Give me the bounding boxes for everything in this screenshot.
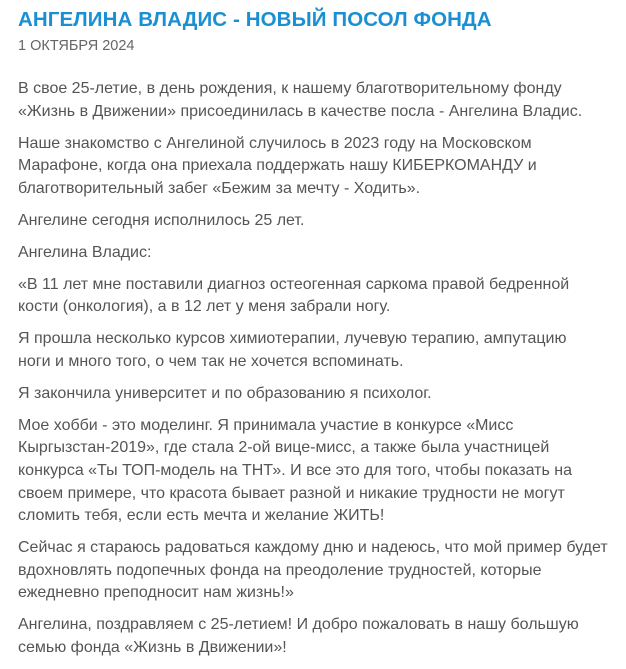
text-line: Ангелине сегодня исполнилось 25 лет. xyxy=(18,211,305,229)
text-line: своем примере, что красота бывает разной и никакие трудности не могут xyxy=(18,484,565,502)
paragraph-10 xyxy=(18,614,618,659)
text-line: «Жизнь в Движении» присоединилась в качестве посла - Ангелина Владис. xyxy=(18,102,583,120)
paragraph-6 xyxy=(18,328,618,373)
text-line: Ангелина Владис: xyxy=(18,243,152,261)
paragraph-5 xyxy=(18,274,618,319)
paragraph-9 xyxy=(18,537,618,605)
text-line: вдохновлять подопечных фонда на преодоление трудностей, которые xyxy=(18,561,542,579)
text-line: ежедневно преподносит нам жизнь!» xyxy=(18,584,294,602)
paragraph-3 xyxy=(18,210,618,233)
text-line: ноги и много того, о чем так не хочется вспоминать. xyxy=(18,352,404,370)
paragraph-1 xyxy=(18,78,618,123)
article-body xyxy=(18,78,618,660)
paragraph-4 xyxy=(18,242,618,265)
text-line: Мое хобби - это моделинг. Я принимала участие в конкурсе «Мисс xyxy=(18,416,514,434)
article-date: 1 ОКТЯБРЯ 2024 xyxy=(18,38,135,54)
text-line: Я закончила университет и по образованию я психолог. xyxy=(18,384,432,402)
text-line: кости (онкология), а в 12 лет у меня забрали ногу. xyxy=(18,298,391,316)
text-line: конкурса «Ты ТОП-модель на ТНТ». И все это для того, чтобы показать на xyxy=(18,462,572,480)
text-line: Кыргызстан-2019», где стала 2-ой вице-мисс, а также была участницей xyxy=(18,439,550,457)
paragraph-8 xyxy=(18,415,618,528)
text-line: Ангелина, поздравляем с 25-летием! И добро пожаловать в нашу большую xyxy=(18,616,579,634)
article-title: АНГЕЛИНА ВЛАДИС - НОВЫЙ ПОСОЛ ФОНДА xyxy=(18,8,492,31)
text-line: Марафоне, когда она приехала поддержать нашу КИБЕРКОМАНДУ и xyxy=(18,157,537,175)
text-line: Сейчас я стараюсь радоваться каждому дню и надеюсь, что мой пример будет xyxy=(18,539,608,557)
text-line: «В 11 лет мне поставили диагноз остеогенная саркома правой бедренной xyxy=(18,275,570,293)
text-line: Наше знакомство с Ангелиной случилось в 2023 году на Московском xyxy=(18,134,532,152)
text-line: сломить тебя, если есть мечта и желание ЖИТЬ! xyxy=(18,507,385,525)
article xyxy=(18,7,618,669)
text-line: семью фонда «Жизнь в Движении»! xyxy=(18,638,287,656)
text-line: благотворительный забег «Бежим за мечту - Ходить». xyxy=(18,179,421,197)
paragraph-7 xyxy=(18,383,618,406)
paragraph-2 xyxy=(18,133,618,201)
text-line: Я прошла несколько курсов химиотерапии, лучевую терапию, ампутацию xyxy=(18,330,567,348)
text-line: В свое 25-летие, в день рождения, к нашему благотворительному фонду xyxy=(18,80,562,97)
